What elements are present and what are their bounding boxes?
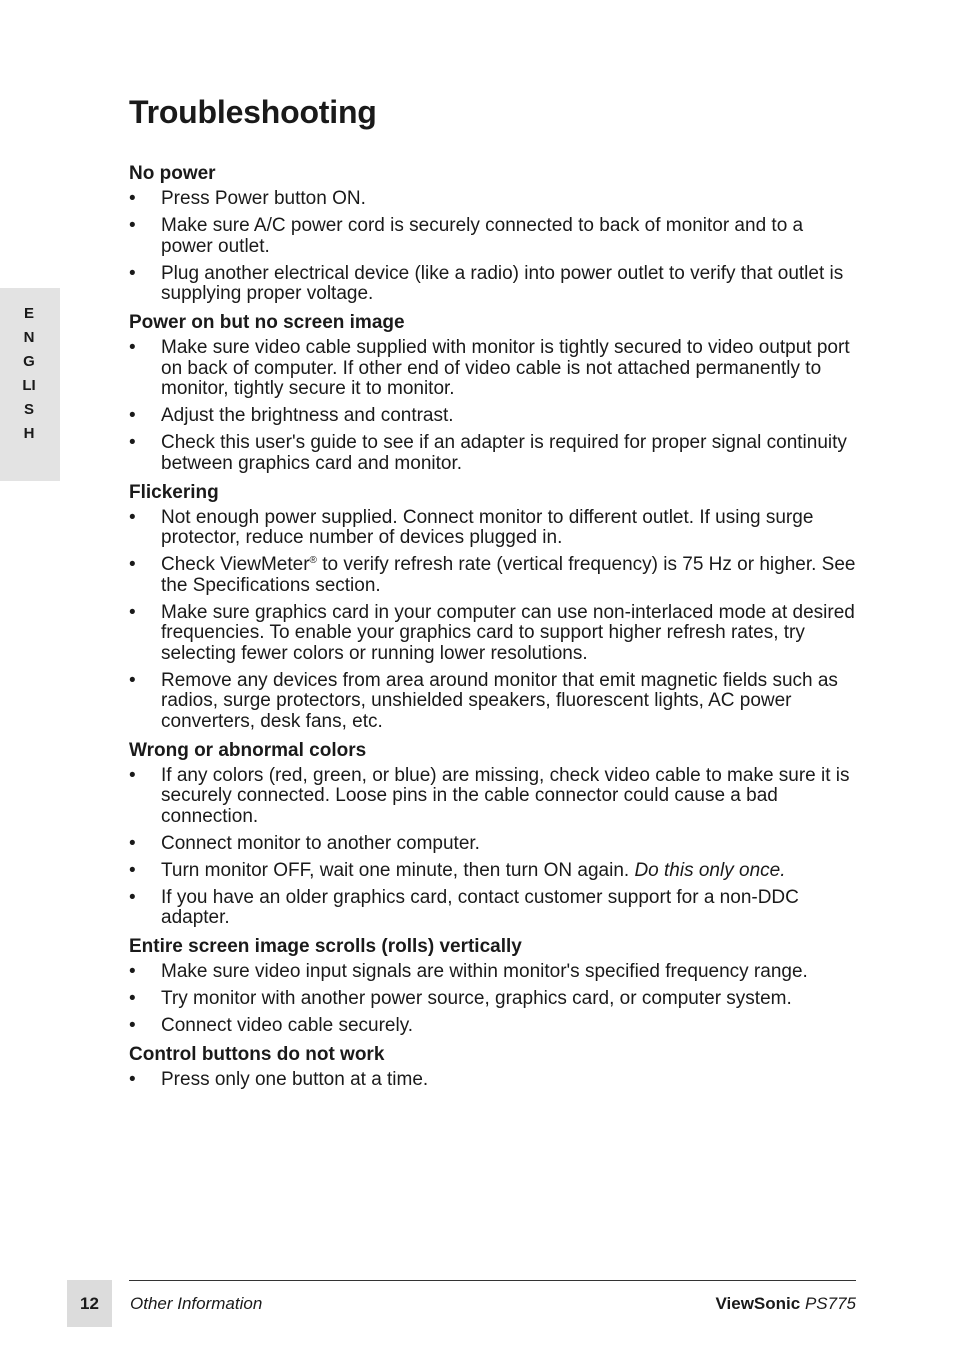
section-title: Power on but no screen image: [129, 312, 405, 333]
bullet-list: [129, 189, 859, 305]
list-item: • Press only one button at a time.: [129, 1070, 859, 1091]
registered-mark: ®: [309, 555, 317, 566]
section-title: Flickering: [129, 481, 219, 503]
section-wrong-colors: [129, 739, 859, 929]
list-item: [129, 861, 859, 882]
list-item: • Plug another electrical device (like a radio) into power outlet to verify that outlet is supplying proper voltage.: [129, 264, 859, 305]
bullet-list: [129, 766, 859, 929]
list-item: • If you have an older graphics card, contact customer support for a non-DDC adapter.: [129, 888, 859, 929]
list-item: • Make sure A/C power cord is securely connected to back of monitor and to a power outlet.: [129, 216, 859, 257]
bullet-list: [129, 962, 859, 1037]
list-item: • Remove any devices from area around monitor that emit magnetic fields such as radios, surge protectors, unshielded speakers, fluorescent lights, AC power converters, desk fans, etc.: [129, 671, 859, 733]
bullet-list: [129, 508, 859, 733]
list-item: • Not enough power supplied. Connect monitor to different outlet. If using surge protector, reduce number of devices plugged in.: [129, 508, 859, 549]
item-text: Turn monitor OFF, wait one minute, then turn ON again.: [161, 859, 635, 881]
section-title: No power: [129, 163, 216, 184]
footer-section-name: Other Information: [130, 1294, 263, 1313]
section-title: Entire screen image scrolls (rolls) vertically: [129, 936, 522, 957]
list-item: • Make sure graphics card in your computer can use non-interlaced mode at desired frequencies. To enable your graphics card to support higher refresh rates, try selecting fewer colors or running lower resolutions.: [129, 603, 859, 665]
bullet-list: [129, 1070, 859, 1091]
list-item: • Check this user's guide to see if an adapter is required for proper signal continuity between graphics card and monitor.: [129, 433, 859, 474]
list-item: [129, 555, 859, 596]
section-power-no-image: [129, 311, 859, 474]
page-content: [129, 90, 859, 1097]
list-item: • Try monitor with another power source, graphics card, or computer system.: [129, 989, 859, 1010]
page-number: 12: [80, 1294, 99, 1313]
bullet-list: [129, 338, 859, 474]
list-item: • Make sure video input signals are within monitor's specified frequency range.: [129, 962, 859, 983]
brand-name: ViewSonic: [715, 1294, 801, 1313]
item-text: Check ViewMeter: [161, 554, 310, 575]
language-tab-label: ENGLISH: [22, 305, 36, 442]
list-item: • Press Power button ON.: [129, 189, 859, 210]
list-item: • Connect monitor to another computer.: [129, 834, 859, 855]
section-control-buttons: [129, 1043, 859, 1091]
section-flickering: [129, 481, 859, 733]
page-title: Troubleshooting: [129, 94, 377, 130]
section-title: Wrong or abnormal colors: [129, 739, 367, 761]
item-text: to verify refresh rate (vertical frequency) is 75 Hz or higher. See the Specifications section.: [161, 554, 856, 596]
section-no-power: [129, 162, 859, 305]
model-name: PS775: [804, 1294, 856, 1313]
section-screen-scrolls: [129, 935, 859, 1037]
list-item: • Connect video cable securely.: [129, 1016, 859, 1037]
footer-product: [716, 1294, 857, 1314]
item-emphasis: Do this only once.: [634, 859, 786, 881]
list-item: • Adjust the brightness and contrast.: [129, 406, 859, 427]
list-item: • Make sure video cable supplied with monitor is tightly secured to video output port on back of computer. If other end of video cable is not attached permanently to monitor, tightly secure it to monitor.: [129, 338, 859, 400]
section-title: Control buttons do not work: [129, 1044, 385, 1065]
footer-divider: [129, 1280, 856, 1281]
list-item: • If any colors (red, green, or blue) are missing, check video cable to make sure it is securely connected. Loose pins in the cable connector could cause a bad connection.: [129, 766, 859, 828]
